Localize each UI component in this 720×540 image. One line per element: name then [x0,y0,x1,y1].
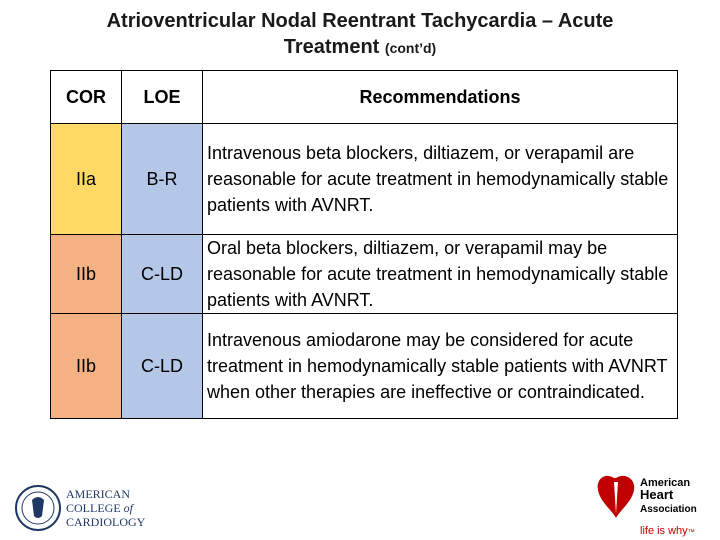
recommendation-cell: Intravenous beta blockers, diltiazem, or verapamil are reasonable for acute treatment in hemodynamically stable patients with AVNRT. [203,124,678,235]
aha-logo [594,470,714,540]
table-row [51,314,678,419]
aha-line-3: Association [640,504,697,515]
acc-logo [12,480,172,536]
title-suffix: (cont’d) [384,40,437,56]
cor-cell: IIa [51,124,122,235]
title-line-2-text: Treatment [283,36,380,58]
header-recommendations: Recommendations [203,71,678,124]
table-row [51,124,678,235]
page-title [20,8,700,61]
recommendation-cell: Oral beta blockers, diltiazem, or verapamil may be reasonable for acute treatment in hemodynamically stable patients with AVNRT. [203,235,678,314]
recommendations-table [50,70,678,419]
acc-line-1: AMERICAN [66,487,131,501]
table-header-row [51,71,678,124]
loe-cell: B-R [122,124,203,235]
title-line-1: Atrioventricular Nodal Reentrant Tachycardia – Acute [106,10,614,32]
aha-tagline [640,525,695,537]
acc-line-3: CARDIOLOGY [66,515,146,529]
acc-seal-figure-icon [32,497,44,518]
header-loe: LOE [122,71,203,124]
aha-tagline-text: life is why [640,525,688,537]
acc-line-2a: COLLEGE [66,501,121,515]
cor-cell: IIb [51,314,122,419]
acc-line-2b: of [123,501,133,515]
table-row [51,235,678,314]
loe-cell: C-LD [122,314,203,419]
recommendation-cell: Intravenous amiodarone may be considered for acute treatment in hemodynamically stable patients with AVNRT when other therapies are ineffective or contraindicated. [203,314,678,419]
title-line-2 [20,34,700,61]
aha-tagline-tm: ™ [687,529,695,536]
acc-line-2 [66,501,135,515]
cor-cell: IIb [51,235,122,314]
header-cor: COR [51,71,122,124]
loe-cell: C-LD [122,235,203,314]
aha-line-2: Heart [640,487,674,502]
aha-line-1: American [640,477,691,489]
